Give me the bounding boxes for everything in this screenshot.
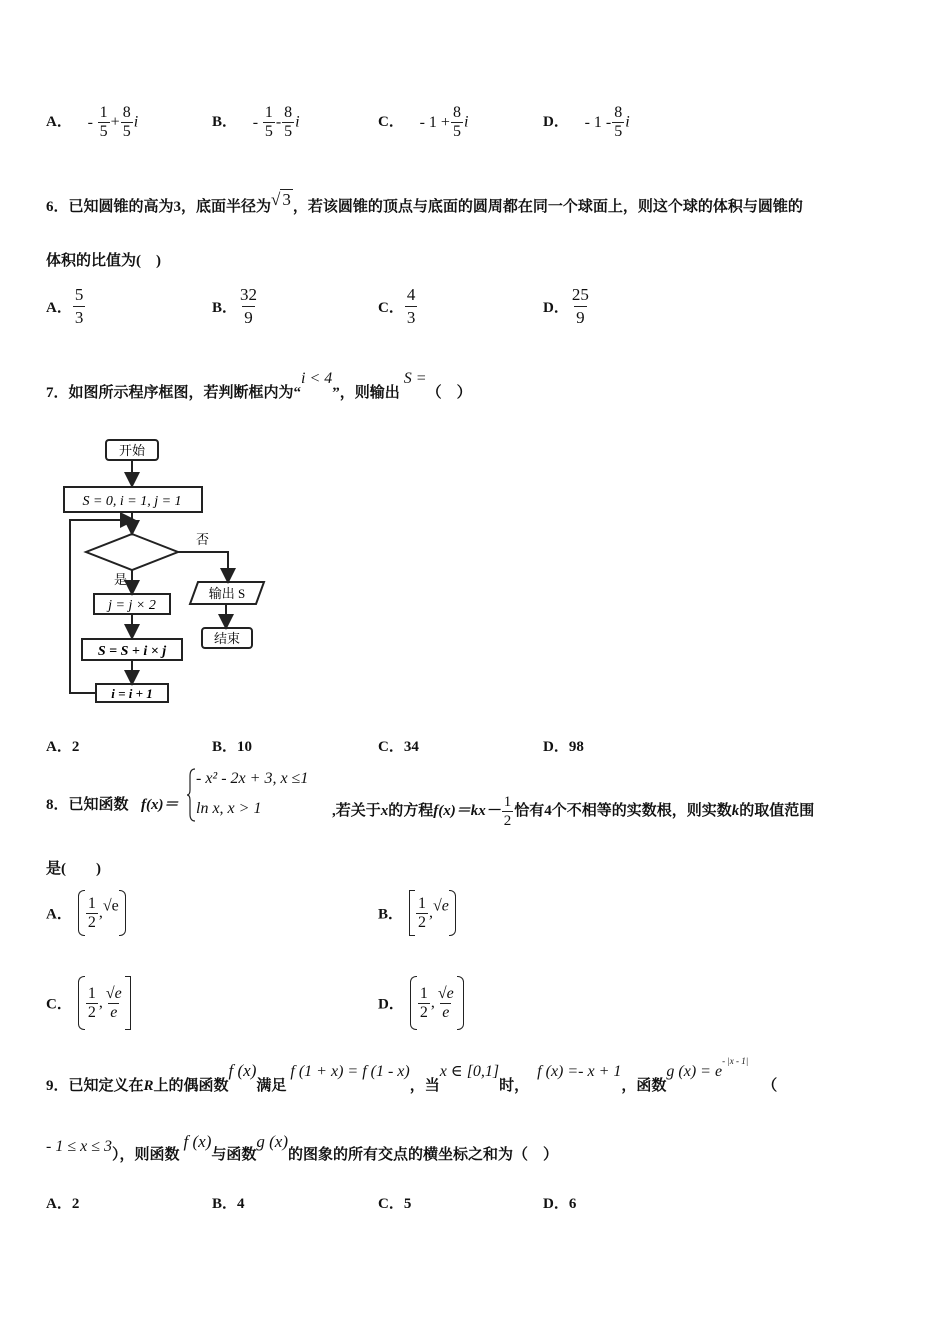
q8-stem-b: ,若关于x的方程f(x)＝kx－ $\frac{1}{2}$ 恰有4个不相等的实数根，则实数k的取值范围 xyxy=(332,794,815,829)
q5-d-frac: $\frac{8}{5}$ xyxy=(614,104,623,140)
q6-option-c[interactable]: C． $\frac{4}{3}$ xyxy=(378,285,416,327)
q6-option-a[interactable]: A． $\frac{5}{3}$ xyxy=(46,285,84,327)
q8-option-a[interactable]: A． $\frac{1}{2}$ ,√e xyxy=(46,890,126,936)
q6-stem-line1: 6．已知圆锥的高为3，底面半径为√ 3 ，若该圆锥的顶点与底面的圆周都在同一个球面上，则这个球的体积与圆锥的 xyxy=(46,190,803,215)
flow-decision xyxy=(86,534,178,570)
q7-stem: 7．如图所示程序框图，若判断框内为“i < 4”，则输出S =（ ） xyxy=(46,370,472,401)
flow-init-text: S = 0, i = 1, j = 1 xyxy=(82,494,182,509)
q6-option-d[interactable]: D． $\frac{25}{9}$ xyxy=(543,285,589,327)
q7-option-c[interactable]: C．34 xyxy=(378,739,419,755)
q9-option-d[interactable]: D．6 xyxy=(543,1196,577,1212)
flow-start-text: 开始 xyxy=(118,443,146,458)
flow-no-label: 否 xyxy=(196,532,210,547)
q7-flowchart xyxy=(46,432,286,722)
q8-brace xyxy=(186,768,196,822)
q8-stem-end: 是( ) xyxy=(46,861,101,877)
q6-stem-line2: 体积的比值为( ) xyxy=(46,253,161,269)
q7-option-b[interactable]: B．10 xyxy=(212,739,253,755)
q8-case2: ln x, x > 1 xyxy=(196,800,262,817)
flow-step1-text: j = j × 2 xyxy=(108,598,156,613)
q6-a-frac: $\frac{5}{3}$ xyxy=(74,285,84,327)
flow-step3-text: i = i + 1 xyxy=(111,686,153,701)
q7-option-a[interactable]: A．2 xyxy=(46,739,80,755)
q9-stem-line1: 9．已知定义在R上的偶函数f (x)满足f (1 + x) = f (1 - x)，当x ∈ [0,1]时，f (x) =- x + 1，函数g $(x) = e^{- |x - 1|}$（ xyxy=(46,1056,778,1094)
q6-c-frac: $\frac{4}{3}$ xyxy=(406,285,416,327)
q5-option-d[interactable]: D． - 1 - $\frac{8}{5}$ i xyxy=(543,104,630,140)
q5-option-b[interactable]: B． - $\frac{1}{5}$ - $\frac{8}{5}$ i xyxy=(212,104,300,140)
q5-option-c[interactable]: C． - 1 + $\frac{8}{5}$ i xyxy=(378,104,469,140)
q8-option-b[interactable]: B． $\frac{1}{2}$ ,√e xyxy=(378,890,456,936)
q8-fx: f(x)＝ xyxy=(141,797,179,813)
q5-a-frac2: $\frac{8}{5}$ xyxy=(122,104,131,140)
q5-a-frac1: $\frac{1}{5}$ xyxy=(99,104,108,140)
q5-option-a[interactable]: A． - $\frac{1}{5}$ + $\frac{8}{5}$ i xyxy=(46,104,139,140)
q6-b-frac: $\frac{32}{9}$ xyxy=(240,285,258,327)
flow-step2-text: S = S + i × j xyxy=(97,644,167,659)
q5-b-frac1: $\frac{1}{5}$ xyxy=(264,104,273,140)
q9-stem-line2: - 1 ≤ x ≤ 3），则函数f (x)与函数g (x)的图象的所有交点的横坐标之和为（ ） xyxy=(46,1132,559,1163)
q9-option-a[interactable]: A．2 xyxy=(46,1196,80,1212)
q8-option-c[interactable]: C． $\frac{1}{2}$ , $\frac{√e}{e}$ xyxy=(46,976,131,1030)
q8-option-d[interactable]: D． $\frac{1}{2}$ , $\frac{√e}{e}$ xyxy=(378,976,464,1030)
flow-yes-label: 是 xyxy=(114,572,128,587)
q6-d-frac: $\frac{25}{9}$ xyxy=(571,285,589,327)
q9-option-c[interactable]: C．5 xyxy=(378,1196,412,1212)
q5-c-frac: $\frac{8}{5}$ xyxy=(452,104,461,140)
flow-output-text: 输出 S xyxy=(208,586,246,601)
q5-b-frac2: $\frac{8}{5}$ xyxy=(284,104,293,140)
flow-end-text: 结束 xyxy=(213,631,241,646)
q6-option-b[interactable]: B． $\frac{32}{9}$ xyxy=(212,285,258,327)
q8-case1: - x² - 2x + 3, x ≤1 xyxy=(196,770,309,787)
q8-stem-a: 8．已知函数 xyxy=(46,797,129,813)
q7-option-d[interactable]: D．98 xyxy=(543,739,584,755)
q9-option-b[interactable]: B．4 xyxy=(212,1196,245,1212)
